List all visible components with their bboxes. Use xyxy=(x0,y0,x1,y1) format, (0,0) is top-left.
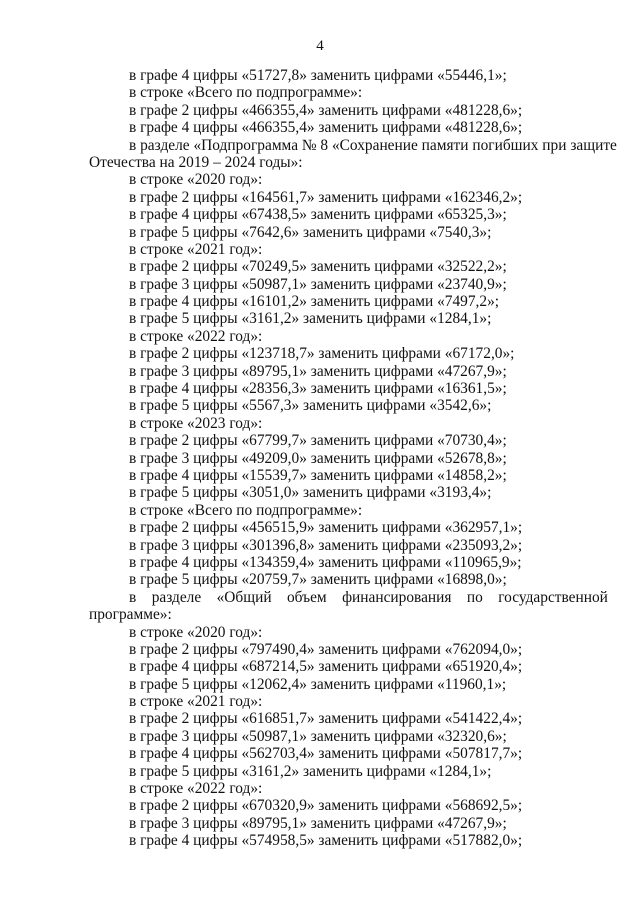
text-line: в графе 4 цифры «134359,4» заменить цифрами «110965,9»; xyxy=(129,553,522,571)
text-line: в графе 4 цифры «466355,4» заменить цифрами «481228,6»; xyxy=(129,119,523,137)
text-line: в графе 3 цифры «49209,0» заменить цифрами «52678,8»; xyxy=(129,449,507,467)
word: разделе xyxy=(151,588,202,606)
text-line: в графе 5 цифры «7642,6» заменить цифрами «7540,3»; xyxy=(129,223,492,241)
text-line: в строке «Всего по подпрограмме»: xyxy=(129,501,363,519)
word: «Общий xyxy=(216,588,272,606)
text-line: в графе 2 цифры «456515,9» заменить цифрами «362957,1»; xyxy=(129,519,523,537)
text-line: в графе 4 цифры «51727,8» заменить цифрами «55446,1»; xyxy=(129,67,507,84)
text-line: программе»: xyxy=(89,606,172,624)
text-line: в графе 2 цифры «616851,7» заменить цифрами «541422,4»; xyxy=(129,710,523,728)
text-line: в графе 2 цифры «670320,9» заменить цифрами «568692,5»; xyxy=(129,797,523,815)
text-line: в графе 4 цифры «687214,5» заменить цифрами «651920,4»; xyxy=(129,658,523,676)
text-line: в графе 2 цифры «466355,4» заменить цифрами «481228,6»; xyxy=(129,101,523,119)
text-line: в строке «2021 год»: xyxy=(129,693,263,711)
text-line: в графе 5 цифры «5567,3» заменить цифрами «3542,6»; xyxy=(129,397,492,415)
text-line: в графе 3 цифры «50987,1» заменить цифрами «32320,6»; xyxy=(129,727,507,745)
text-line: Отечества на 2019 – 2024 годы»: xyxy=(89,153,303,171)
text-line: в графе 2 цифры «70249,5» заменить цифрами «32522,2»; xyxy=(129,258,507,276)
text-line: в графе 4 цифры «562703,4» заменить цифрами «507817,7»; xyxy=(129,745,523,763)
word: финансирования xyxy=(342,588,452,606)
text-line: в строке «2022 год»: xyxy=(129,327,263,345)
text-line: в графе 5 цифры «12062,4» заменить цифрами «11960,1»; xyxy=(129,675,507,693)
word: государственной xyxy=(498,588,608,606)
text-line: в строке «2023 год»: xyxy=(129,414,263,432)
text-line: в графе 2 цифры «797490,4» заменить цифрами «762094,0»; xyxy=(129,640,523,658)
text-line: в строке «2022 год»: xyxy=(129,780,263,798)
text-line: в графе 4 цифры «67438,5» заменить цифрами «65325,3»; xyxy=(129,206,507,224)
text-line: в строке «2020 год»: xyxy=(129,171,263,189)
text-line: в графе 3 цифры «89795,1» заменить цифрами «47267,9»; xyxy=(129,814,507,832)
text-line: в строке «Всего по подпрограмме»: xyxy=(129,84,363,102)
text-line: в графе 2 цифры «67799,7» заменить цифрами «70730,4»; xyxy=(129,432,507,450)
text-line: в графе 4 цифры «15539,7» заменить цифрами «14858,2»; xyxy=(129,466,507,484)
word: по xyxy=(466,588,483,606)
word: объем xyxy=(286,588,327,606)
text-line: в графе 5 цифры «3161,2» заменить цифрами «1284,1»; xyxy=(129,762,492,780)
text-line: в графе 2 цифры «123718,7» заменить цифрами «67172,0»; xyxy=(129,345,515,363)
text-line: в строке «2021 год»: xyxy=(129,240,263,258)
text-line: в графе 4 цифры «16101,2» заменить цифрами «7497,2»; xyxy=(129,293,500,311)
text-line: в разделе «Подпрограмма № 8 «Сохранение памяти погибших при защите xyxy=(129,136,617,154)
text-line: в графе 2 цифры «164561,7» заменить цифрами «162346,2»; xyxy=(129,188,523,206)
text-line: в графе 3 цифры «89795,1» заменить цифрами «47267,9»; xyxy=(129,362,507,380)
text-line: в графе 5 цифры «3161,2» заменить цифрами «1284,1»; xyxy=(129,310,492,328)
text-line: в графе 5 цифры «20759,7» заменить цифрами «16898,0»; xyxy=(129,571,507,589)
page-number: 4 xyxy=(316,38,324,54)
document-body xyxy=(89,67,617,850)
text-line: в графе 4 цифры «28356,3» заменить цифрами «16361,5»; xyxy=(129,380,507,398)
word: в xyxy=(129,588,137,606)
text-line: в графе 3 цифры «50987,1» заменить цифрами «23740,9»; xyxy=(129,275,507,293)
text-line: в графе 3 цифры «301396,8» заменить цифрами «235093,2»; xyxy=(129,536,523,554)
text-line-justified xyxy=(89,589,608,606)
text-line: в строке «2020 год»: xyxy=(129,623,263,641)
text-line: в графе 4 цифры «574958,5» заменить цифрами «517882,0»; xyxy=(129,832,523,850)
text-line: в графе 5 цифры «3051,0» заменить цифрами «3193,4»; xyxy=(129,484,492,502)
